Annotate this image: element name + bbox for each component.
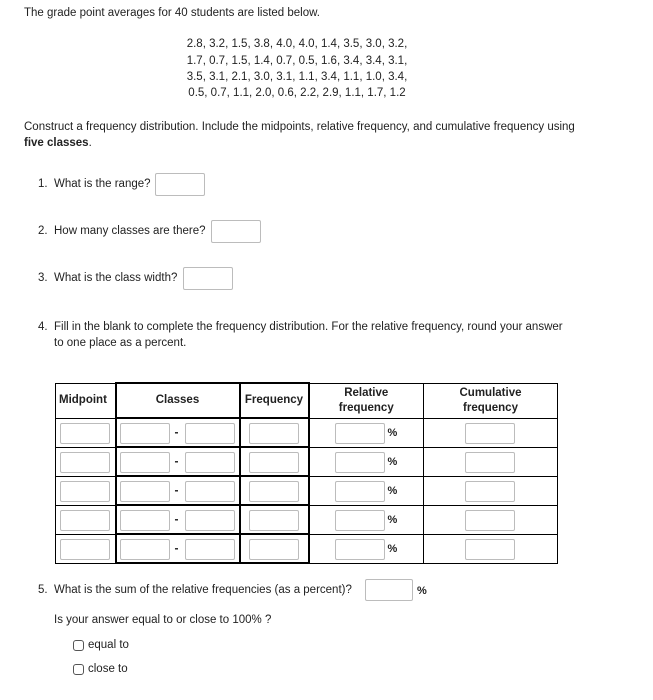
class-upper-input[interactable]: [185, 539, 235, 560]
relative-frequency-cell: [309, 505, 424, 534]
table-row: [56, 418, 558, 447]
header-classes: Classes: [116, 383, 240, 418]
classes-cell: [116, 505, 240, 534]
instruction-end: .: [88, 137, 92, 149]
class-upper-input[interactable]: [185, 452, 235, 473]
question-number: 4.: [38, 321, 48, 333]
midpoint-input[interactable]: [60, 452, 110, 473]
header-frequency: Frequency: [240, 383, 309, 418]
header-line: Relative: [344, 386, 389, 399]
data-line: 1.7, 0.7, 1.5, 1.4, 0.7, 0.5, 1.6, 3.4, 3.4, 3.1,: [186, 55, 408, 67]
cumulative-frequency-input[interactable]: [465, 481, 515, 502]
frequency-input[interactable]: [249, 423, 299, 444]
percent-sign: %: [387, 513, 398, 526]
question-2: [38, 225, 205, 237]
question-1: [38, 178, 151, 190]
class-lower-input[interactable]: [120, 423, 170, 444]
relative-frequency-cell: [309, 476, 424, 505]
midpoint-cell: [56, 476, 116, 505]
class-lower-input[interactable]: [120, 452, 170, 473]
data-line: 3.5, 3.1, 2.1, 3.0, 3.1, 1.1, 3.4, 1.1, 1.0, 3.4,: [186, 71, 408, 83]
relative-frequency-cell: [309, 418, 424, 447]
midpoint-input[interactable]: [60, 539, 110, 560]
class-upper-input[interactable]: [185, 423, 235, 444]
range-input[interactable]: [155, 173, 205, 196]
class-width-input[interactable]: [183, 267, 233, 290]
question-text: What is the sum of the relative frequencies (as a percent)?: [54, 584, 352, 596]
relative-frequency-input[interactable]: [335, 452, 385, 473]
percent-sign: %: [387, 455, 398, 468]
class-upper-input[interactable]: [185, 481, 235, 502]
cumulative-frequency-input[interactable]: [465, 452, 515, 473]
classes-count-input[interactable]: [211, 220, 261, 243]
frequency-input[interactable]: [249, 510, 299, 531]
class-lower-input[interactable]: [120, 539, 170, 560]
question-text: Fill in the blank to complete the frequency distribution. For the relative frequency, round your answer to one place as a percent.: [54, 321, 563, 349]
class-separator: -: [174, 454, 179, 468]
header-line: Cumulative: [459, 386, 522, 399]
equal-to-label: equal to: [88, 639, 129, 651]
relative-frequency-input[interactable]: [335, 539, 385, 560]
midpoint-cell: [56, 447, 116, 476]
class-upper-input[interactable]: [185, 510, 235, 531]
header-line: frequency: [463, 401, 518, 414]
question-3: [38, 272, 177, 284]
cumulative-frequency-input[interactable]: [465, 510, 515, 531]
table-row: [56, 476, 558, 505]
frequency-cell: [240, 505, 309, 534]
classes-cell: [116, 447, 240, 476]
relative-frequency-cell: [309, 447, 424, 476]
frequency-input[interactable]: [249, 452, 299, 473]
cumulative-frequency-input[interactable]: [465, 423, 515, 444]
question-number: 5.: [38, 584, 48, 596]
midpoint-cell: [56, 418, 116, 447]
instruction-bold: five classes: [24, 137, 89, 149]
question-5: [38, 584, 352, 596]
followup-question: Is your answer equal to or close to 100% ?: [54, 614, 272, 626]
question-text: How many classes are there?: [54, 225, 206, 237]
midpoint-input[interactable]: [60, 510, 110, 531]
header-relative-frequency: [309, 383, 424, 418]
class-separator: -: [174, 483, 179, 497]
question-number: 3.: [38, 272, 48, 284]
midpoint-input[interactable]: [60, 481, 110, 502]
cumulative-frequency-cell: [424, 534, 558, 563]
percent-sign: %: [387, 484, 398, 497]
intro-text: The grade point averages for 40 students are listed below.: [24, 7, 320, 19]
relative-frequency-input[interactable]: [335, 423, 385, 444]
header-midpoint: Midpoint: [56, 383, 116, 418]
cumulative-frequency-cell: [424, 505, 558, 534]
relative-sum-input[interactable]: [365, 579, 413, 601]
instructions: [24, 119, 584, 151]
data-line: 0.5, 0.7, 1.1, 2.0, 0.6, 2.2, 2.9, 1.1, 1.7, 1.2: [188, 87, 406, 99]
close-to-label: close to: [88, 663, 128, 675]
header-line: frequency: [338, 401, 394, 414]
cumulative-frequency-cell: [424, 476, 558, 505]
class-lower-input[interactable]: [120, 510, 170, 531]
cumulative-frequency-cell: [424, 418, 558, 447]
question-text: What is the range?: [54, 178, 151, 190]
midpoint-cell: [56, 534, 116, 563]
percent-sign: %: [387, 426, 398, 439]
relative-frequency-cell: [309, 534, 424, 563]
table-row: [56, 534, 558, 563]
frequency-cell: [240, 418, 309, 447]
frequency-cell: [240, 476, 309, 505]
header-cumulative-frequency: [424, 383, 558, 418]
instruction-text: Construct a frequency distribution. Include the midpoints, relative frequency, and cumulative frequency using: [24, 121, 575, 133]
table-header-row: [56, 383, 558, 418]
classes-cell: [116, 476, 240, 505]
classes-cell: [116, 418, 240, 447]
relative-frequency-input[interactable]: [335, 481, 385, 502]
cumulative-frequency-input[interactable]: [465, 539, 515, 560]
question-number: 2.: [38, 225, 48, 237]
frequency-input[interactable]: [249, 481, 299, 502]
midpoint-input[interactable]: [60, 423, 110, 444]
frequency-table: [55, 382, 558, 564]
frequency-input[interactable]: [249, 539, 299, 560]
percent-sign: %: [417, 585, 427, 597]
percent-sign: %: [387, 542, 398, 555]
class-separator: -: [174, 512, 179, 526]
class-lower-input[interactable]: [120, 481, 170, 502]
question-number: 1.: [38, 178, 48, 190]
frequency-cell: [240, 447, 309, 476]
table-row: [56, 447, 558, 476]
cumulative-frequency-cell: [424, 447, 558, 476]
close-to-checkbox[interactable]: [73, 664, 84, 675]
class-separator: -: [174, 541, 179, 555]
midpoint-cell: [56, 505, 116, 534]
table-row: [56, 505, 558, 534]
classes-cell: [116, 534, 240, 563]
data-line: 2.8, 3.2, 1.5, 3.8, 4.0, 4.0, 1.4, 3.5, 3.0, 3.2,: [186, 38, 408, 50]
frequency-cell: [240, 534, 309, 563]
class-separator: -: [174, 425, 179, 439]
equal-to-checkbox[interactable]: [73, 640, 84, 651]
question-text: What is the class width?: [54, 272, 178, 284]
relative-frequency-input[interactable]: [335, 510, 385, 531]
